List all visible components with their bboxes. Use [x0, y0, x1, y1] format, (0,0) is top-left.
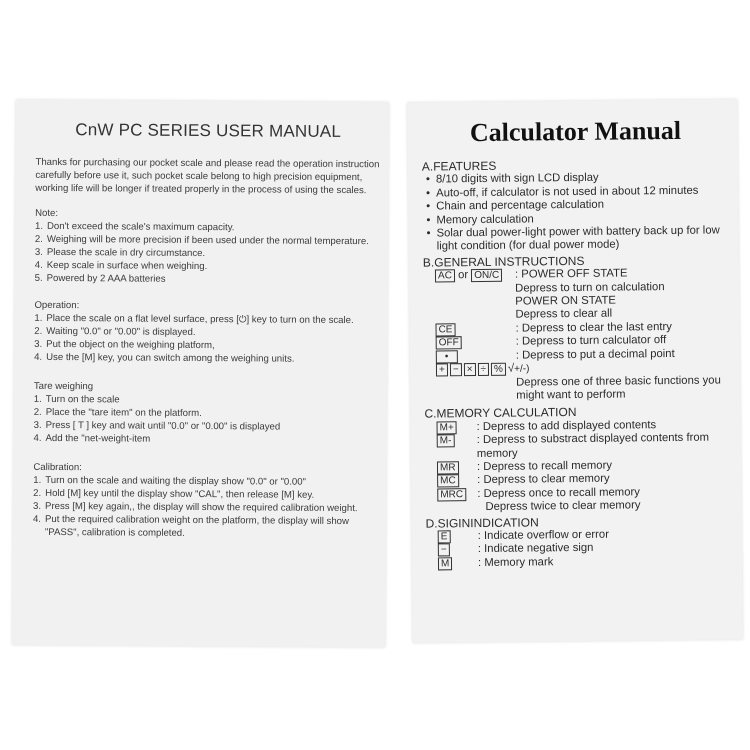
sqrt-key-icon: √ [507, 362, 515, 375]
operation-list [34, 312, 379, 366]
note-heading: Note: [35, 207, 59, 220]
tare-list [33, 393, 378, 447]
off-key-icon: OFF [436, 336, 462, 349]
intro-paragraph: Thanks for purchasing our pocket scale and please read the operation instruction carefully before use it, such pocket scale belong to high precision equipment, working life will be longer if treated properly in the process of using the scales. [35, 156, 380, 197]
list-item: 4. Add the "net-weight-item [33, 432, 151, 445]
calculator-manual-content [421, 115, 734, 570]
list-item: 1. Place the scale on a flat level surface, press [⏻] key to turn on the scale. [34, 312, 354, 327]
sign-row: − : Indicate negative sign [426, 541, 734, 558]
plus-key-icon: + [436, 363, 448, 376]
operators-tail: +/-) [514, 363, 530, 375]
notes-list [35, 220, 380, 287]
mrc-key-icon: MRC [437, 488, 466, 501]
calibration-heading: Calibration: [33, 461, 82, 474]
instruction-desc: Depress to clear all [515, 308, 613, 322]
scale-manual-content [33, 120, 381, 541]
list-item: 3. Please the scale in dry circumstance. [34, 246, 206, 260]
list-item: 3. Put the object on the weighing platform, [34, 338, 215, 352]
instruction-desc: Depress to turn on calculation [515, 280, 665, 295]
multiply-key-icon: × [464, 363, 476, 376]
list-item: 2. Hold [M] key until the display show "CAL", then release [M] key. [33, 487, 315, 501]
m-minus-key-icon: M- [437, 434, 455, 447]
calculator-manual-title: Calculator Manual [469, 115, 682, 148]
sign-indication-heading: D.SIGININDICATION [425, 514, 539, 531]
sign-row: M : Memory mark [426, 554, 734, 571]
onc-key-icon: ON/C [471, 269, 502, 282]
instruction-row-ac: AC or ON/C : POWER OFF STATE [423, 267, 731, 284]
list-item: 2. Waiting "0.0" or "0.00" is displayed. [34, 325, 196, 338]
list-item: 1. Turn on the scale and waiting the display show "0.0" or "0.00" [33, 474, 307, 488]
list-item: • Auto-off, if calculator is not used in about 12 minutes [426, 184, 699, 200]
ce-key-icon: CE [435, 323, 455, 336]
decimal-key-icon: • [436, 350, 458, 363]
instruction-desc: : Depress to clear the last entry [515, 320, 672, 335]
list-item: 2. Place the "tare item" on the platform. [33, 406, 202, 420]
negative-sign-icon: − [438, 544, 450, 557]
mr-key-icon: MR [437, 461, 459, 474]
features-list [422, 171, 731, 255]
divide-key-icon: ÷ [477, 363, 489, 376]
list-item: • Solar dual power-light power with battery back up for low light condition (for dual power mode) [426, 224, 720, 253]
m-plus-key-icon: M+ [437, 421, 457, 434]
percent-key-icon: % [491, 363, 506, 376]
memory-calculation-heading: C.MEMORY CALCULATION [424, 405, 577, 421]
instruction-desc: Depress twice to clear memory [485, 499, 641, 514]
error-sign-icon: E [438, 530, 451, 543]
scale-manual-sheet [12, 100, 389, 648]
sign-row: E : Indicate overflow or error [426, 527, 734, 544]
general-instructions-heading: B.GENERAL INSTRUCTIONS [422, 253, 585, 270]
list-item: 2. Weighing will be more precision if been used under the normal temperature. [34, 233, 369, 248]
instruction-desc: POWER ON STATE [515, 294, 616, 308]
ac-key-icon: AC [435, 270, 455, 283]
list-item: 4. Use the [M] key, you can switch among the weighing units. [34, 351, 295, 365]
memory-row: M+ : Depress to add displayed contents [425, 418, 733, 435]
features-heading: A.FEATURES [421, 158, 497, 174]
list-item: 3. Press [ T ] key and wait until "0.0" or "0.00" is displayed [33, 419, 281, 433]
list-item: 1. Don't exceed the scale's maximum capacity. [34, 220, 235, 234]
minus-key-icon: − [450, 363, 462, 376]
list-item: • Chain and percentage calculation [426, 198, 605, 213]
list-item: 4. Put the required calibration weight on the platform, the display will show "PASS", calibration is completed. [32, 513, 349, 539]
instruction-desc: : Depress to turn calculator off [515, 334, 667, 348]
memory-mark-icon: M [438, 557, 452, 570]
mc-key-icon: MC [437, 475, 459, 488]
operation-heading: Operation: [34, 299, 80, 312]
tare-heading: Tare weighing [33, 380, 94, 393]
memory-row: MRC : Depress once to recall memory [425, 485, 733, 502]
list-item: • Memory calculation [426, 213, 534, 227]
list-item: 5. Powered by 2 AAA batteries [34, 272, 166, 285]
scale-manual-title: CnW PC SERIES USER MANUAL [75, 120, 342, 141]
memory-row: MR : Depress to recall memory [425, 458, 733, 475]
list-item: 3. Press [M] key again,, the display will show the required calibration weight. [33, 500, 358, 515]
instruction-desc: : Depress to put a decimal point [515, 347, 675, 362]
list-item: 1. Turn on the scale [33, 393, 120, 406]
calculator-manual-sheet [407, 99, 743, 642]
instruction-desc: : POWER OFF STATE [514, 267, 628, 281]
list-item: • 8/10 digits with sign LCD display [425, 172, 599, 186]
memory-row: M- : Depress to substract displayed contents from memory [425, 431, 733, 461]
list-item: 4. Keep scale in surface when weighing. [34, 259, 208, 273]
memory-row: MC : Depress to clear memory [425, 472, 733, 489]
instruction-desc: Depress one of three basic functions you might want to perform [516, 373, 721, 402]
calibration-list [33, 474, 378, 541]
